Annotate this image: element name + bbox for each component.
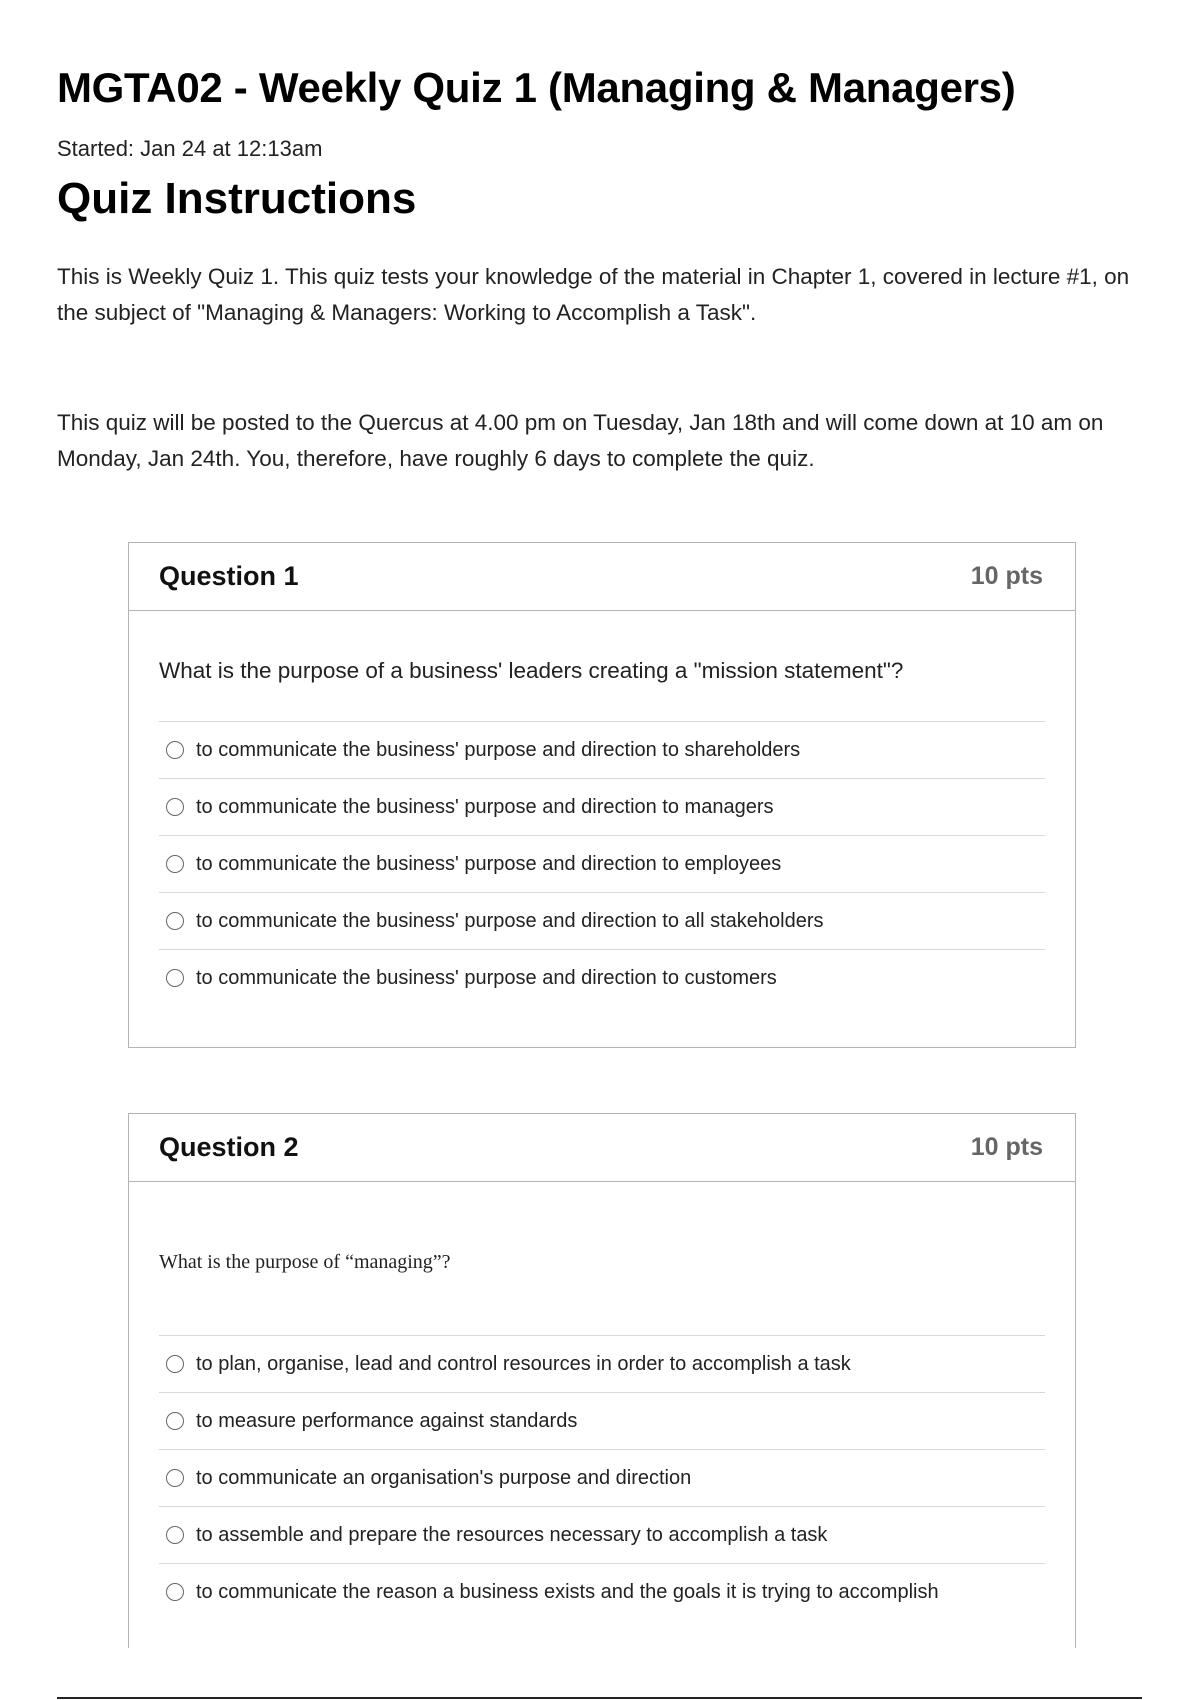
answer-option[interactable]: [159, 1506, 1045, 1563]
question-header: [129, 543, 1075, 611]
answer-option[interactable]: [159, 778, 1045, 835]
question-title: Question 1: [159, 561, 299, 591]
answer-label[interactable]: to communicate the reason a business exists and the goals it is trying to accomplish: [196, 1580, 939, 1603]
radio-button[interactable]: [166, 798, 184, 816]
instructions-paragraph-2: This quiz will be posted to the Quercus at 4.00 pm on Tuesday, Jan 18th and will come down at 10 am on Monday, Jan 24th. You, therefore, have roughly 6 days to complete the quiz.: [57, 410, 1104, 471]
answer-option[interactable]: [159, 1449, 1045, 1506]
answer-option[interactable]: [159, 892, 1045, 949]
answer-option[interactable]: [159, 1563, 1045, 1620]
started-timestamp: Started: Jan 24 at 12:13am: [57, 136, 323, 161]
radio-button[interactable]: [166, 912, 184, 930]
question-card-1: [128, 542, 1076, 1048]
answer-option[interactable]: [159, 949, 1045, 1006]
question-text: What is the purpose of “managing”?: [159, 1251, 451, 1273]
question-title: Question 2: [159, 1132, 299, 1162]
question-body: [129, 1182, 1075, 1620]
instructions-paragraph-1: This is Weekly Quiz 1. This quiz tests your knowledge of the material in Chapter 1, covered in lecture #1, on the subject of "Managing & Managers: Working to Accomplish a Task".: [57, 264, 1130, 325]
answer-label[interactable]: to communicate the business' purpose and direction to customers: [196, 966, 777, 989]
question-card-2: [128, 1113, 1076, 1648]
question-header: [129, 1114, 1075, 1182]
radio-button[interactable]: [166, 1526, 184, 1544]
radio-button[interactable]: [166, 1355, 184, 1373]
radio-button[interactable]: [166, 1412, 184, 1430]
radio-button[interactable]: [166, 1583, 184, 1601]
question-points: 10 pts: [970, 1133, 1043, 1161]
radio-button[interactable]: [166, 1469, 184, 1487]
answer-option[interactable]: [159, 1335, 1045, 1392]
answer-option[interactable]: [159, 1392, 1045, 1449]
radio-button[interactable]: [166, 741, 184, 759]
answer-label[interactable]: to communicate the business' purpose and direction to shareholders: [196, 738, 801, 761]
radio-button[interactable]: [166, 969, 184, 987]
radio-button[interactable]: [166, 855, 184, 873]
answer-list: [159, 721, 1045, 1006]
answer-label[interactable]: to measure performance against standards: [196, 1409, 578, 1432]
question-body: [129, 611, 1075, 1006]
answer-label[interactable]: to communicate the business' purpose and direction to employees: [196, 852, 782, 875]
answer-option[interactable]: [159, 721, 1045, 778]
answer-label[interactable]: to plan, organise, lead and control resources in order to accomplish a task: [196, 1352, 851, 1375]
answer-label[interactable]: to communicate the business' purpose and direction to all stakeholders: [196, 909, 824, 932]
answer-label[interactable]: to communicate an organisation's purpose and direction: [196, 1466, 692, 1489]
answer-label[interactable]: to assemble and prepare the resources necessary to accomplish a task: [196, 1523, 828, 1546]
quiz-title: MGTA02 - Weekly Quiz 1 (Managing & Managers): [57, 64, 1016, 111]
question-text: What is the purpose of a business' leaders creating a "mission statement"?: [159, 658, 904, 683]
answer-option[interactable]: [159, 835, 1045, 892]
page-divider: [57, 1697, 1142, 1699]
question-points: 10 pts: [970, 562, 1043, 590]
instructions-heading: Quiz Instructions: [57, 174, 417, 223]
answer-label[interactable]: to communicate the business' purpose and direction to managers: [196, 795, 774, 818]
answer-list: [159, 1335, 1045, 1620]
